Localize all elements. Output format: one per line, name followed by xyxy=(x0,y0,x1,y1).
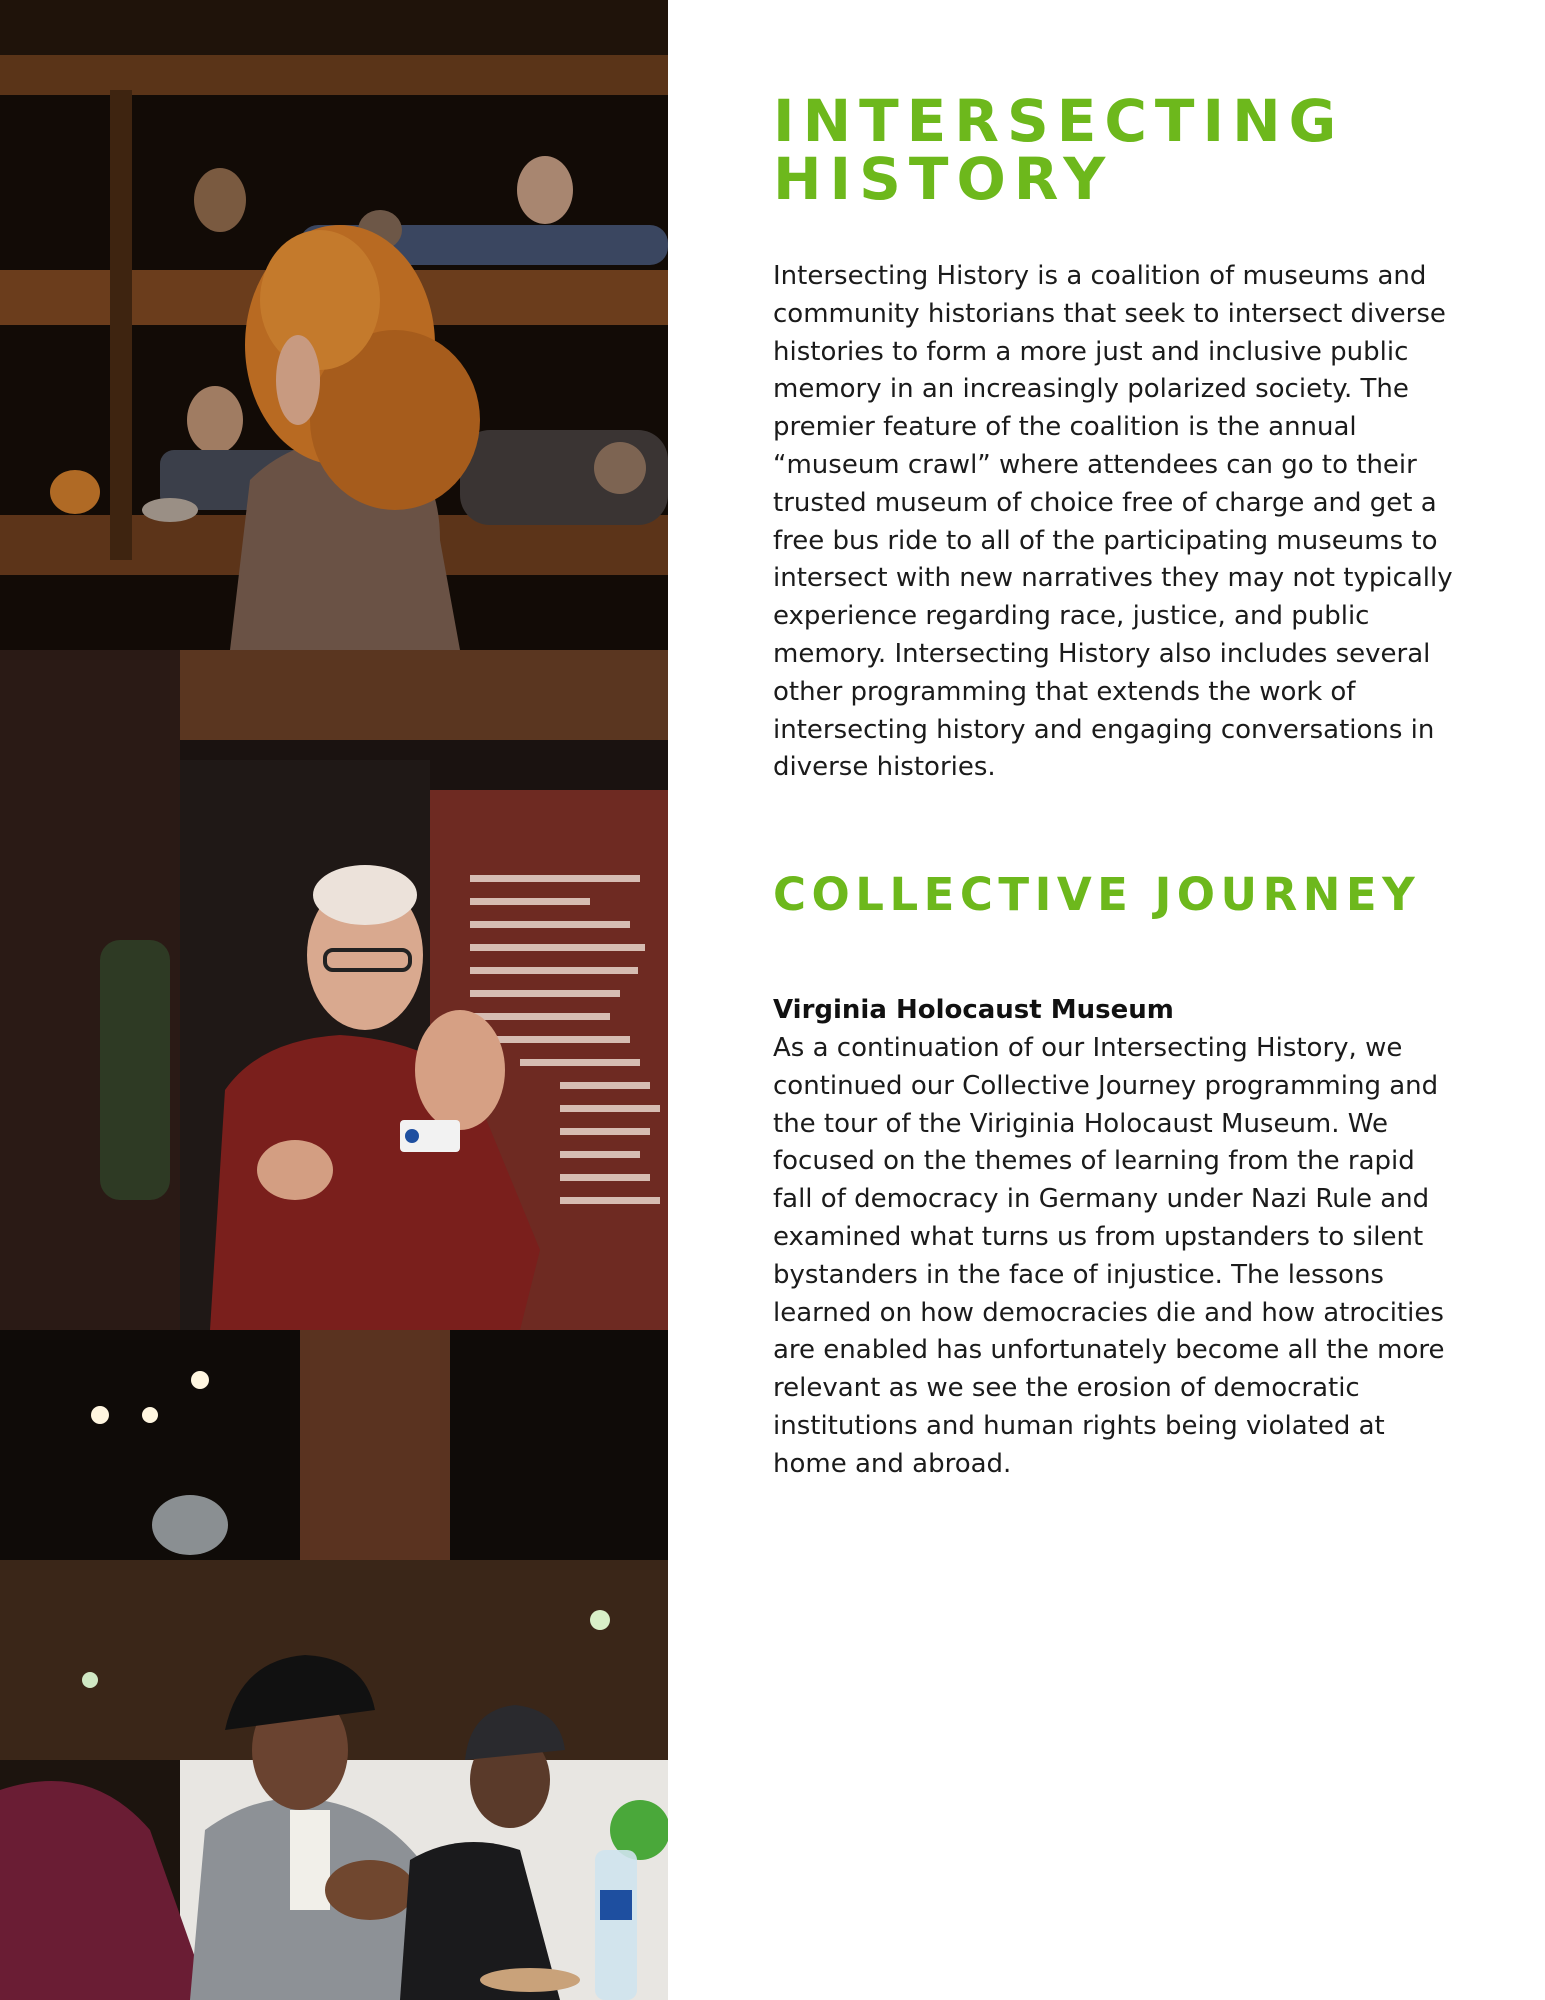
photo-discussion xyxy=(0,1330,668,2000)
museum-subheading: Virginia Holocaust Museum xyxy=(773,995,1174,1025)
photo-discussion-image xyxy=(0,1330,668,2000)
photo-column xyxy=(0,0,668,2000)
photo-exhibit-bunks-image xyxy=(0,0,668,650)
photo-speaker xyxy=(0,650,668,1330)
collective-journey-paragraph: As a continuation of our Intersecting History, we continued our Collective Journey programming and the tour of the Viriginia Holocaust Museum. We focused on the themes of learning from the rapid fall of democracy in Germany under Nazi Rule and examined what turns us from upstanders to silent bystanders in the face of injustice. The lessons learned on how democracies die and how atrocities are enabled has unfortunately become all the more relevant as we see the erosion of democratic institutions and human rights being violated at home and abroad. xyxy=(773,1033,1445,1479)
intersecting-history-heading: INTERSECTING HISTORY xyxy=(773,87,1345,213)
photo-exhibit-bunks xyxy=(0,0,668,650)
collective-journey-heading: COLLECTIVE JOURNEY xyxy=(773,868,1421,921)
intersecting-history-paragraph: Intersecting History is a coalition of museums and community historians that seek to intersect diverse histories to form a more just and inclusive public memory in an increasingly polarized society. The premier feature of the coalition is the annual “museum crawl” where attendees can go to their trusted museum of choice free of charge and get a free bus ride to all of the participating museums to intersect with new narratives they may not typically experience regarding race, justice, and public memory. Intersecting History also includes several other programming that extends the work of intersecting history and engaging conversations in diverse histories. xyxy=(773,261,1453,783)
photo-speaker-image xyxy=(0,650,668,1330)
